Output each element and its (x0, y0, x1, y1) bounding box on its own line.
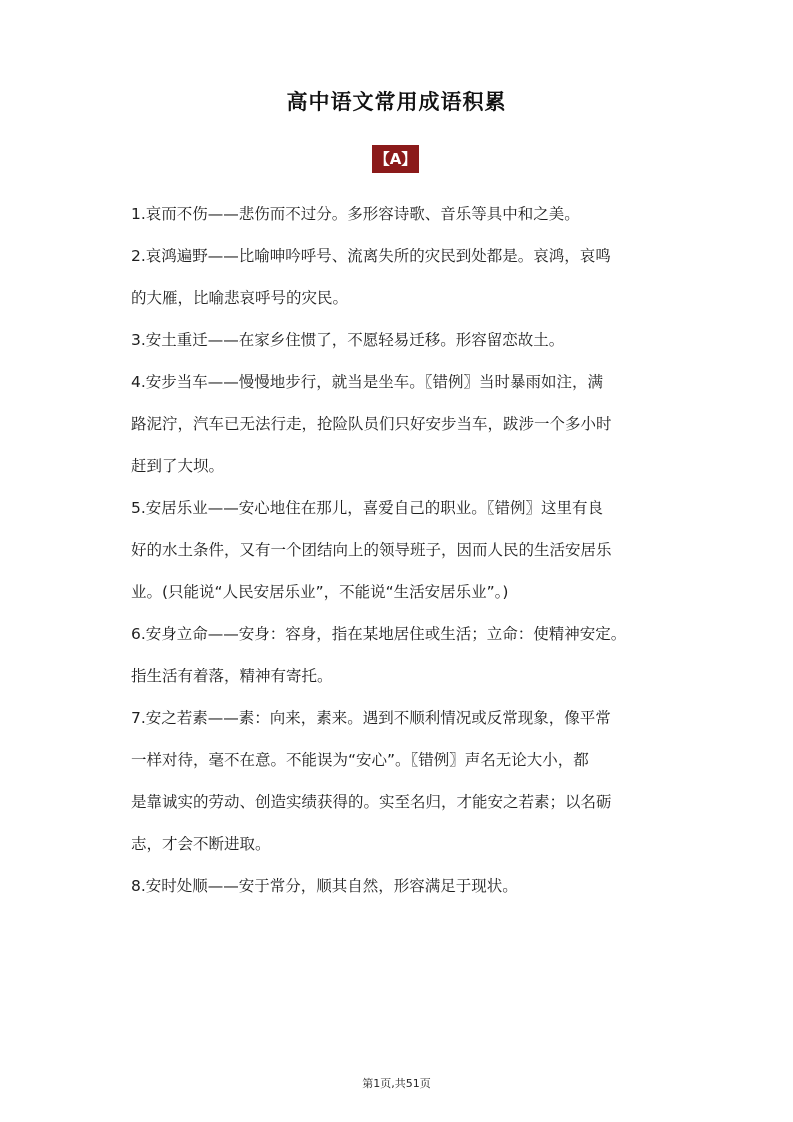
idiom-entry-5 (131, 494, 664, 606)
entry-line: 业。(只能说“人民安居乐业”，不能说“生活安居乐业”。) (131, 583, 509, 601)
entry-line: 志，才会不断进取。 (131, 835, 271, 853)
entry-line: 一样对待，毫不在意。不能误为“安心”。〖错例〗声名无论大小，都 (131, 751, 589, 769)
document-title: 高中语文常用成语积累 (286, 90, 507, 114)
idiom-entry-7 (131, 704, 664, 858)
entry-line: 的大雁，比喻悲哀呼号的灾民。 (131, 289, 349, 307)
idiom-entry-2 (131, 242, 664, 312)
entry-line: 8.安时处顺——安于常分，顺其自然，形容满足于现状。 (131, 877, 518, 895)
entry-line: 好的水土条件，又有一个团结向上的领导班子，因而人民的生活安居乐 (131, 541, 612, 559)
entry-line: 6.安身立命——安身：容身，指在某地居住或生活；立命：使精神安定。 (131, 625, 627, 643)
idiom-entry-8 (131, 872, 664, 900)
entry-line: 3.安土重迁——在家乡住惯了，不愿轻易迁移。形容留恋故土。 (131, 331, 565, 349)
entry-line: 4.安步当车——慢慢地步行，就当是坐车。〖错例〗当时暴雨如注，满 (131, 373, 604, 391)
page-footer: 第1页,共51页 (362, 1077, 431, 1090)
section-badge: 【A】 (372, 145, 419, 173)
idiom-entry-3 (131, 326, 664, 354)
idiom-entry-1 (131, 200, 664, 228)
entry-line: 是靠诚实的劳动、创造实绩获得的。实至名归，才能安之若素；以名砺 (131, 793, 612, 811)
idiom-list (131, 200, 664, 900)
idiom-entry-6 (131, 620, 664, 690)
entry-line: 7.安之若素——素：向来，素来。遇到不顺利情况或反常现象，像平常 (131, 709, 611, 727)
entry-line: 赶到了大坝。 (131, 457, 225, 475)
entry-line: 指生活有着落，精神有寄托。 (131, 667, 333, 685)
entry-line: 2.哀鸿遍野——比喻呻吟呼号、流离失所的灾民到处都是。哀鸿，哀鸣 (131, 247, 611, 265)
entry-line: 路泥泞，汽车已无法行走，抢险队员们只好安步当车，跋涉一个多小时 (131, 415, 612, 433)
entry-line: 1.哀而不伤——悲伤而不过分。多形容诗歌、音乐等具中和之美。 (131, 205, 580, 223)
entry-line: 5.安居乐业——安心地住在那儿，喜爱自己的职业。〖错例〗这里有良 (131, 499, 604, 517)
idiom-entry-4 (131, 368, 664, 480)
